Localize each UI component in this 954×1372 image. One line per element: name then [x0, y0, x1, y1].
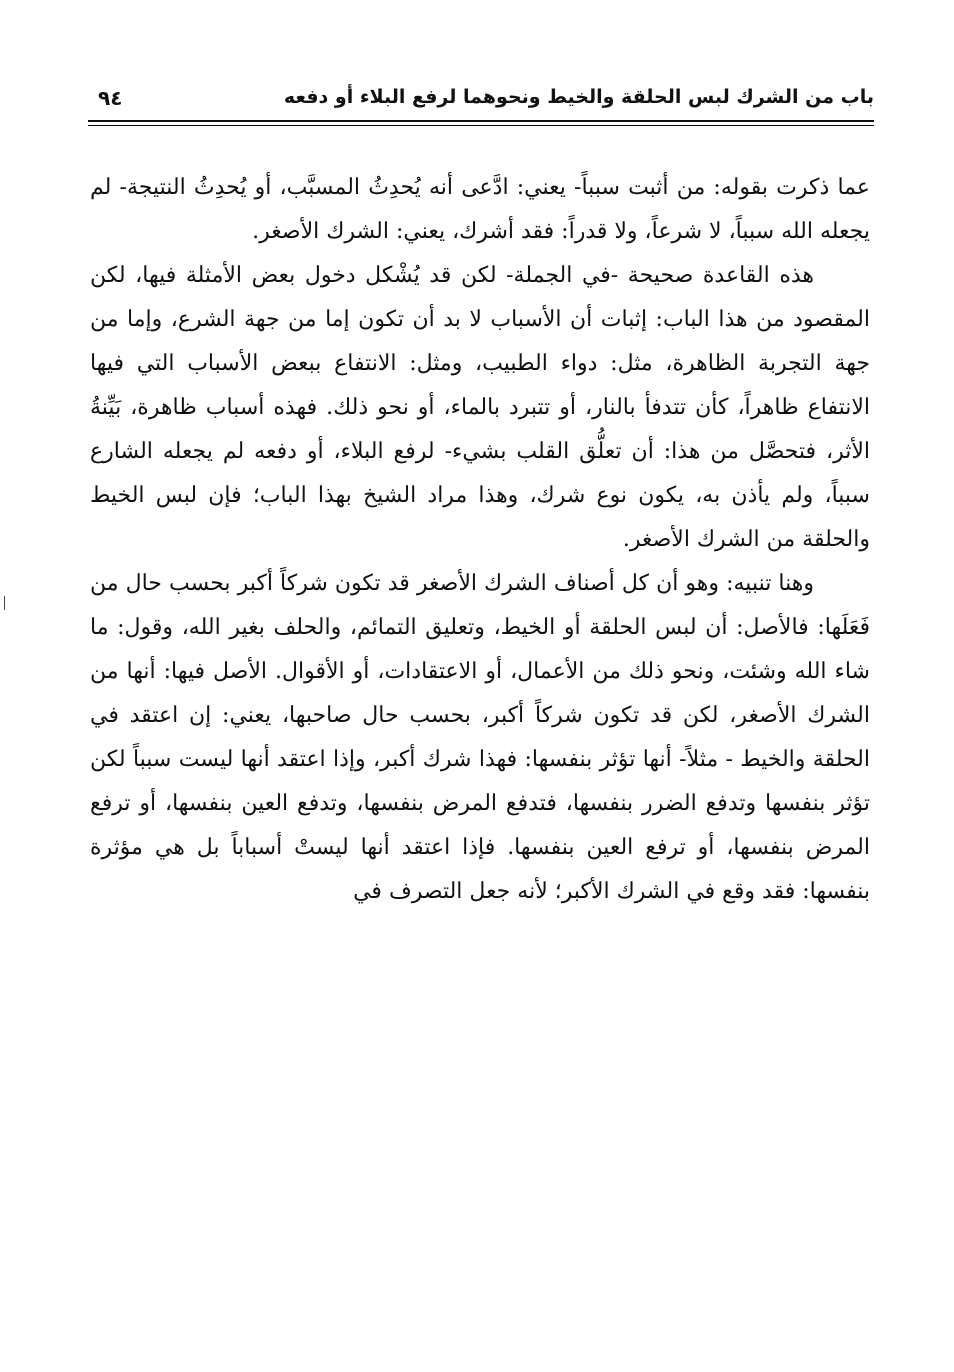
header-rule [88, 120, 874, 122]
paragraph-2: هذه القاعدة صحيحة -في الجملة- لكن قد يُشْكل دخول بعض الأمثلة فيها، لكن المقصود من هذا الباب: إثبات أن الأسباب لا بد أن تكون إما من جهة الشرع، وإما من جهة التجربة الظاهرة، مثل: دواء الطبيب، ومثل: الانتفاع ببعض الأسباب التي فيها الانتفاع ظاهراً، كأن تتدفأ بالنار، أو تتبرد بالماء، أو نحو ذلك. فهذه أسباب ظاهرة، بَيِّنةُ الأثر، فتحصَّل من هذا: أن تعلُّق القلب بشيء- لرفع البلاء، أو دفعه لم يجعله الشارع سبباً، ولم يأذن به، يكون نوع شرك، وهذا مراد الشيخ بهذا الباب؛ فإن لبس الخيط والحلقة من الشرك الأصغر. [90, 263, 870, 552]
page-number: ٩٤ [98, 86, 123, 110]
body-text [90, 166, 870, 914]
paragraph-1: عما ذكرت بقوله: من أثبت سبباً- يعني: ادَّعى أنه يُحدِثُ المسبَّب، أو يُحدِثُ النتيجة- لم يجعله الله سبباً، لا شرعاً، ولا قدراً: فقد أشرك، يعني: الشرك الأصغر. [90, 175, 870, 244]
gutter-mark [4, 596, 5, 610]
chapter-title: باب من الشرك لبس الحلقة والخيط ونحوهما لرفع البلاء أو دفعه [283, 86, 874, 108]
header-rule-thin [88, 125, 874, 126]
paragraph-3: وهنا تنبيه: وهو أن كل أصناف الشرك الأصغر قد تكون شركاً أكبر بحسب حال من فَعَلَها: فالأصل: أن لبس الحلقة أو الخيط، وتعليق التمائم، والحلف بغير الله، وقول: ما شاء الله وشئت، ونحو ذلك من الأعمال، أو الاعتقادات، أو الأقوال. الأصل فيها: أنها من الشرك الأصغر، لكن قد تكون شركاً أكبر، بحسب حال صاحبها، يعني: إن اعتقد في الحلقة والخيط - مثلاً- أنها تؤثر بنفسها: فهذا شرك أكبر، وإذا اعتقد أنها ليست سبباً لكن تؤثر بنفسها وتدفع الضرر بنفسها، فتدفع المرض بنفسها، وتدفع العين بنفسها، أو ترفع المرض بنفسها، أو ترفع العين بنفسها. فإذا اعتقد أنها ليستْ أسباباً بل هي مؤثرة بنفسها: فقد وقع في الشرك الأكبر؛ لأنه جعل التصرف في [90, 571, 870, 904]
running-header [88, 84, 874, 118]
